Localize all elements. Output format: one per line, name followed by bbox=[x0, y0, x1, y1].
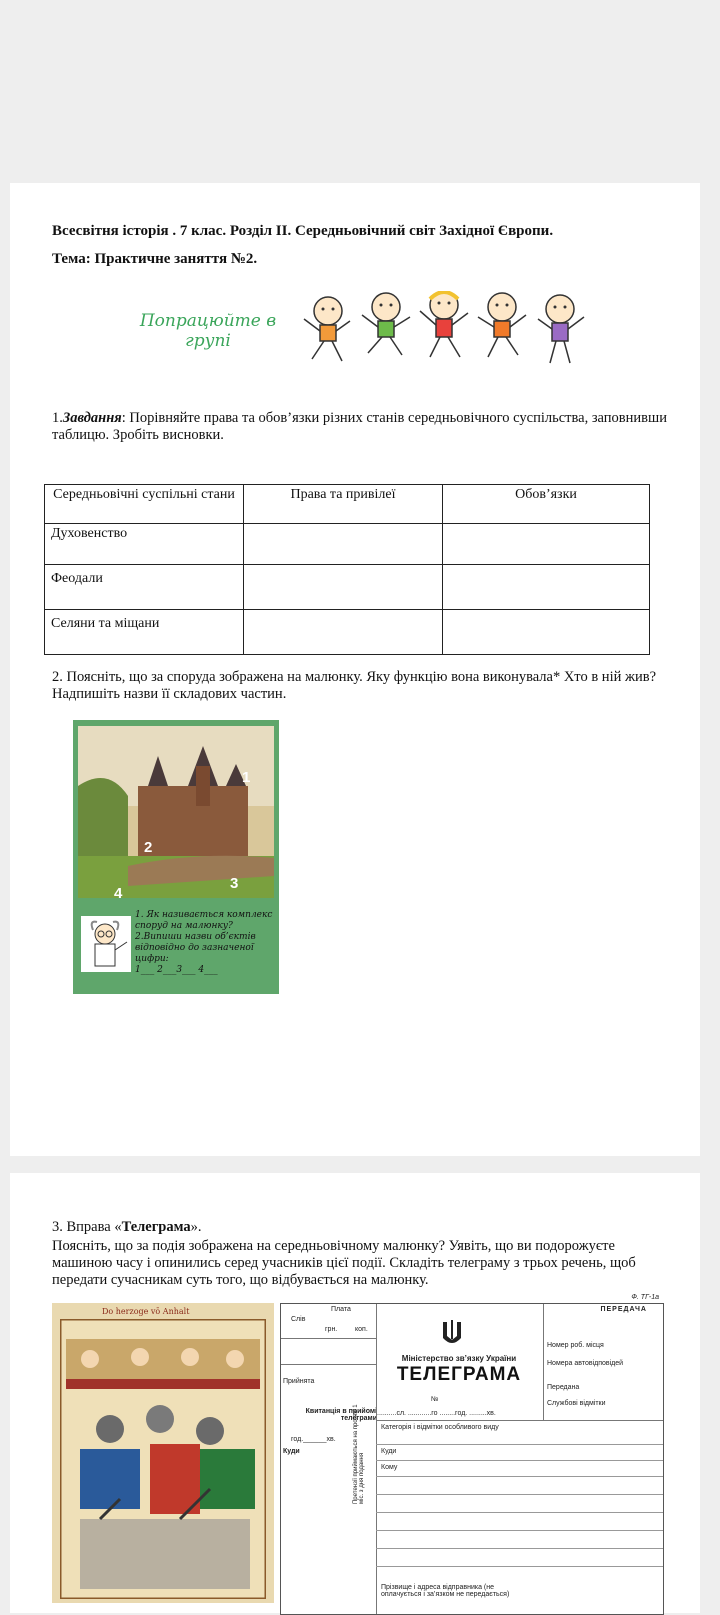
telegram-sender: Прізвище і адреса відправника (не оплачується і за’язком не передається) bbox=[381, 1584, 510, 1598]
telegram-sl-line: ..........сл. ............го ........год. .........хв. bbox=[377, 1410, 496, 1417]
castle-number-3: 3 bbox=[230, 875, 239, 892]
telegram-text-line[interactable] bbox=[376, 1548, 663, 1549]
castle-question-2: 2.Випиши назви об’єктів відповідно до зазначеної цифри: bbox=[135, 932, 256, 964]
table-cell-duties[interactable] bbox=[443, 524, 650, 565]
telegram-sluzhbovi: Службові відмітки bbox=[547, 1400, 606, 1407]
banner-text-1: Попрацюйте в bbox=[139, 311, 277, 331]
telegram-peredana: Передана bbox=[547, 1384, 580, 1391]
telegram-nomer-avto: Номера автовідповідей bbox=[547, 1360, 624, 1367]
telegram-kudy-left: Куди bbox=[283, 1448, 300, 1455]
trident-icon bbox=[441, 1318, 463, 1348]
tournament-scene bbox=[60, 1319, 266, 1599]
telegram-no: № bbox=[431, 1396, 439, 1403]
table-header-row bbox=[45, 485, 650, 524]
castle-number-1: 1 bbox=[242, 769, 251, 786]
telegram-komu: Кому bbox=[381, 1464, 398, 1471]
telegram-kvytantsia: Квитанція в прийомі телеграми bbox=[305, 1408, 377, 1422]
group-work-banner bbox=[128, 311, 288, 351]
telegram-text-line[interactable] bbox=[376, 1512, 663, 1513]
castle-image bbox=[78, 726, 274, 898]
castle-card bbox=[73, 720, 279, 994]
table-cell-rights[interactable] bbox=[244, 565, 443, 610]
table-row bbox=[45, 610, 650, 655]
telegram-text-line[interactable] bbox=[376, 1530, 663, 1531]
document-page-2 bbox=[10, 1173, 700, 1613]
telegram-god-hv: год.______хв. bbox=[291, 1436, 336, 1443]
table-header-estates: Середньовічні суспільні стани bbox=[45, 485, 244, 524]
table-cell-duties[interactable] bbox=[443, 565, 650, 610]
table-cell-estate: Селяни та міщани bbox=[45, 610, 244, 655]
telegram-side-note: Претензії приймаються на протязі 1 міс. з дня подання bbox=[353, 1404, 365, 1504]
manuscript-image bbox=[52, 1303, 274, 1603]
telegram-title: ТЕЛЕГРАМА bbox=[396, 1364, 522, 1385]
table-header-duties: Обов’язки bbox=[443, 485, 650, 524]
telegram-text-line[interactable] bbox=[376, 1494, 663, 1495]
task-1-number: 1. bbox=[52, 410, 63, 426]
telegram-pryiniata: Прийнята bbox=[283, 1378, 315, 1385]
task-3-title-bold: Телеграма bbox=[121, 1219, 191, 1235]
castle-number-2: 2 bbox=[144, 839, 153, 856]
telegram-grn: грн. bbox=[325, 1326, 338, 1333]
castle-card-questions bbox=[135, 910, 275, 976]
table-row bbox=[45, 524, 650, 565]
task-1-label: Завдання bbox=[62, 410, 122, 426]
task-3-title bbox=[52, 1219, 672, 1236]
task-3-title-suffix: ». bbox=[190, 1219, 202, 1235]
telegram-kudy: Куди bbox=[381, 1448, 397, 1455]
task-3-text: Поясніть, що за подія зображена на середньовічному малюнку? Уявіть, що ви подорожуєте машиною часу і опинились серед учасників цієї події. Складіть телеграму з трьох речень, щоб передати сучасникам суть того, що відбувається на малюнку. bbox=[52, 1238, 636, 1288]
telegram-kop: коп. bbox=[355, 1326, 368, 1333]
table-cell-estate: Феодали bbox=[45, 565, 244, 610]
castle-question-1: 1. Як називається комплекс споруд на малюнку? bbox=[135, 910, 273, 931]
table-cell-rights[interactable] bbox=[244, 524, 443, 565]
telegram-ministry: Міністерство зв’язку України bbox=[401, 1354, 517, 1363]
table-row bbox=[45, 565, 650, 610]
task-1-text bbox=[52, 410, 672, 444]
telegram-nomer-rob: Номер роб. місця bbox=[547, 1342, 604, 1349]
castle-answers: 1___ 2___3___ 4___ bbox=[135, 965, 218, 975]
table-cell-duties[interactable] bbox=[443, 610, 650, 655]
estates-table bbox=[44, 484, 650, 655]
task-2-text: 2. Поясніть, що за споруда зображена на малюнку. Яку функцію вона виконувала* Хто в ній жив? Надпишіть назви її складових частин. bbox=[52, 669, 657, 702]
banner-text-2: групі bbox=[185, 331, 231, 351]
table-cell-estate: Духовенство bbox=[45, 524, 244, 565]
telegram-slova: Слів bbox=[291, 1316, 306, 1323]
telegram-text-line[interactable] bbox=[376, 1566, 663, 1567]
task-3-title-prefix: 3. Вправа « bbox=[52, 1219, 122, 1235]
kids-illustration bbox=[298, 291, 590, 373]
page-topic: Тема: Практичне заняття №2. bbox=[52, 251, 258, 267]
page-header-title: Всесвітня історія . 7 клас. Розділ ІІ. Середньовічний світ Західної Європи. bbox=[52, 223, 554, 239]
telegram-form-code: Ф. ТГ-1а bbox=[631, 1294, 659, 1301]
telegram-kategoria: Категорія і відмітки особливого виду bbox=[381, 1424, 499, 1431]
manuscript-caption: Do herzoge vō Anhalt bbox=[102, 1307, 190, 1316]
telegram-plata: Плата bbox=[331, 1306, 351, 1313]
document-page-1 bbox=[10, 183, 700, 1156]
table-cell-rights[interactable] bbox=[244, 610, 443, 655]
telegram-peredacha: ПЕРЕДАЧА bbox=[600, 1306, 647, 1313]
table-header-rights: Права та привілеї bbox=[244, 485, 443, 524]
telegram-form bbox=[280, 1294, 664, 1615]
castle-number-4: 4 bbox=[114, 885, 123, 898]
professor-icon bbox=[81, 916, 131, 972]
task-1-body: : Порівняйте права та обов’язки різних станів середньовічного суспільства, заповнивши таблицю. Зробіть висновки. bbox=[52, 410, 667, 443]
